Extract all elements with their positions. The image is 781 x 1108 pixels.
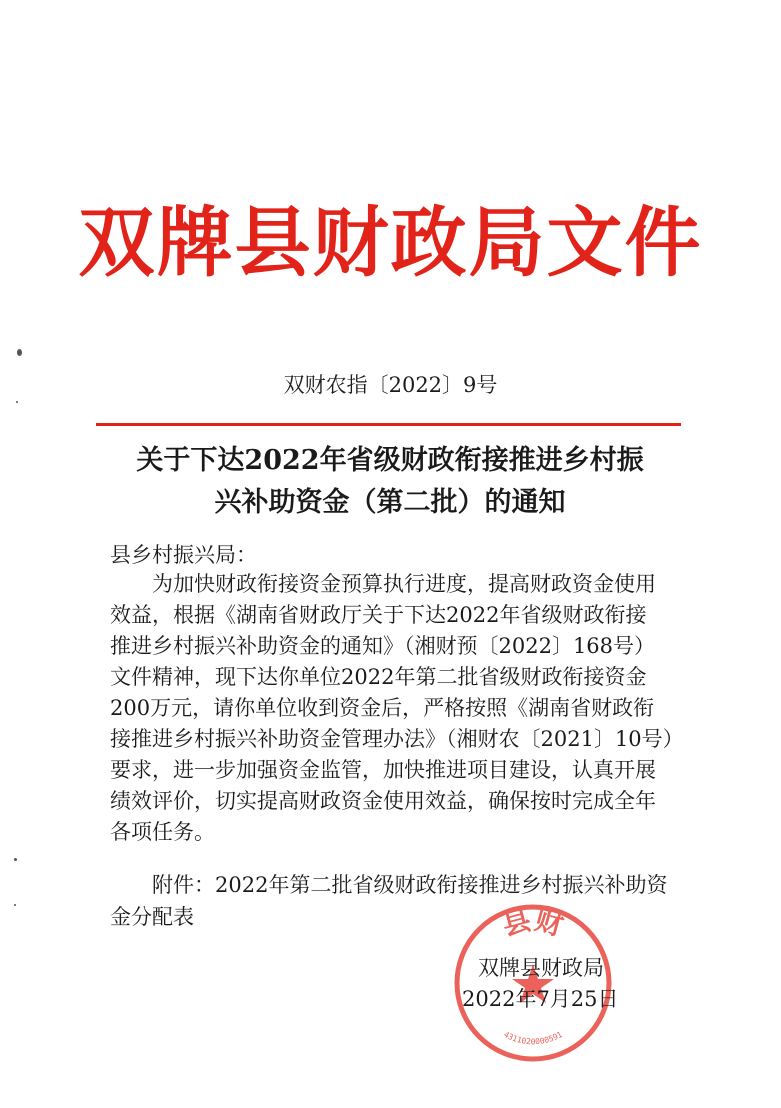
title-line: 兴补助资金（第二批）的通知 [214,487,566,518]
attachment-line: 附件：2022年第二批省级财政衔接推进乡村振兴补助资 [110,873,668,897]
body-text [110,569,684,848]
official-seal-stamp [452,902,614,1064]
seal-top-text: 县财 [498,903,568,943]
body-line: 文件精神，现下达你单位2022年第二批省级财政衔接资金 [110,665,647,689]
seal-bottom-code: 4311020000591 [502,1029,564,1047]
title-line: 关于下达2022年省级财政衔接推进乡村振 [136,445,644,476]
body-line: 接推进乡村振兴补助资金管理办法》（湘财农〔2021〕10号） [110,727,684,751]
body-line: 推进乡村振兴补助资金的通知》（湘财预〔2022〕168号） [110,634,656,658]
signature-date: 2022年7月25日 [462,987,619,1011]
body-line: 200万元，请你单位收到资金后，严格按照《湖南省财政衔 [110,696,655,720]
body-line: 为加快财政衔接资金预算执行进度，提高财政资金使用 [110,572,656,596]
scan-speck [14,904,16,906]
scan-speck [16,401,18,403]
masthead-title: 双牌县财政局文件 [78,198,703,287]
attachment-line: 金分配表 [110,905,194,929]
salutation: 县乡村振兴局： [110,543,257,567]
red-separator-line [96,423,681,426]
signature-organization: 双牌县财政局 [478,956,604,980]
scan-speck [17,349,22,356]
body-line: 各项任务。 [110,820,215,844]
body-line: 效益，根据《湖南省财政厅关于下达2022年省级财政衔接 [110,603,647,627]
body-line: 绩效评价，切实提高财政资金使用效益，确保按时完成全年 [110,789,656,813]
document-number: 双财农指〔2022〕9号 [283,373,498,397]
scan-speck [14,858,17,861]
document-title [90,440,690,524]
body-line: 要求，进一步加强资金监管，加快推进项目建设，认真开展 [110,758,656,782]
